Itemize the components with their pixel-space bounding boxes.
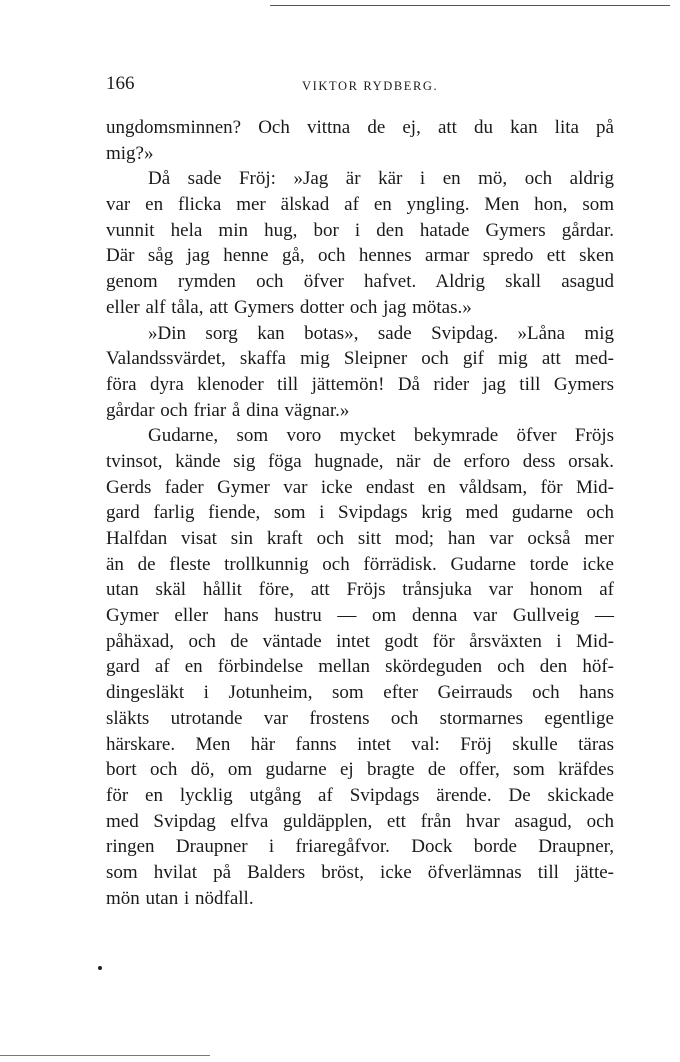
text-line: vunnit hela min hug, bor i den hatade Gymers gårdar. (106, 219, 614, 241)
text-line: gard farlig fiende, som i Svipdags krig med gudarne och (106, 502, 614, 524)
ink-speck (98, 966, 102, 970)
top-rule (270, 5, 670, 6)
text-line: än de fleste trollkunnig och förrädisk. Gudarne torde icke (106, 553, 614, 575)
text-line: som hvilat på Balders bröst, icke öfverlämnas till jätte- (106, 861, 614, 883)
text-line: med Svipdag elfva guldäpplen, ett från hvar asagud, och (106, 810, 614, 832)
body-text (106, 115, 614, 911)
text-line: Då sade Fröj: »Jag är kär i en mö, och aldrig (148, 168, 614, 190)
text-line: Gudarne, som voro mycket bekymrade öfver Fröjs (148, 425, 614, 447)
text-line: för en lycklig utgång af Svipdags ärende. De skickade (106, 784, 614, 806)
text-line: dingesläkt i Jotunheim, som efter Geirrauds och hans (106, 682, 614, 704)
text-line: föra dyra klenoder till jättemön! Då rider jag till Gymers (106, 373, 614, 395)
text-line: Gymer eller hans hustru — om denna var Gullveig — (106, 605, 614, 627)
text-line: gard af en förbindelse mellan skördeguden och den höf- (106, 656, 614, 678)
text-line: ringen Draupner i friaregåfvor. Dock borde Draupner, (106, 836, 614, 858)
text-line: var en flicka mer älskad af en yngling. Men hon, som (106, 194, 614, 216)
text-line: bort och dö, om gudarne ej bragte de offer, som kräfdes (106, 759, 614, 781)
text-line: mig?» (106, 142, 154, 164)
text-line: påhäxad, och de väntade intet godt för årsväxten i Mid- (106, 630, 614, 652)
text-line: Gerds fader Gymer var icke endast en våldsam, för Mid- (106, 476, 614, 498)
text-line: härskare. Men här fanns intet val: Fröj skulle täras (106, 733, 614, 755)
page-header (106, 73, 614, 97)
text-line: »Din sorg kan botas», sade Svipdag. »Låna mig (148, 322, 614, 344)
text-line: Valandssvärdet, skaffa mig Sleipner och gif mig att med- (106, 348, 614, 370)
text-line: Halfdan visat sin kraft och sitt mod; han var också mer (106, 528, 614, 549)
text-line: ungdomsminnen? Och vittna de ej, att du kan lita på (106, 117, 614, 138)
page-number: 166 (106, 73, 135, 94)
text-line: genom rymden och öfver hafvet. Aldrig skall asagud (106, 271, 614, 293)
text-line: tvinsot, kände sig föga hugnade, när de erforo dess orsak. (106, 450, 614, 472)
text-line: Där såg jag henne gå, och hennes armar spredo ett sken (106, 245, 614, 267)
running-head: VIKTOR RYDBERG. (302, 79, 439, 93)
bottom-rule (0, 1055, 210, 1056)
text-line: utan skäl hållit före, att Fröjs trånsjuka var honom af (106, 579, 614, 601)
text-line: eller alf tåla, att Gymers dotter och jag mötas.» (106, 296, 472, 318)
text-line: släkts utrotande var frostens och stormarnes egentlige (106, 707, 614, 729)
text-line: gårdar och friar å dina vägnar.» (106, 399, 350, 421)
text-line: mön utan i nödfall. (106, 887, 254, 909)
